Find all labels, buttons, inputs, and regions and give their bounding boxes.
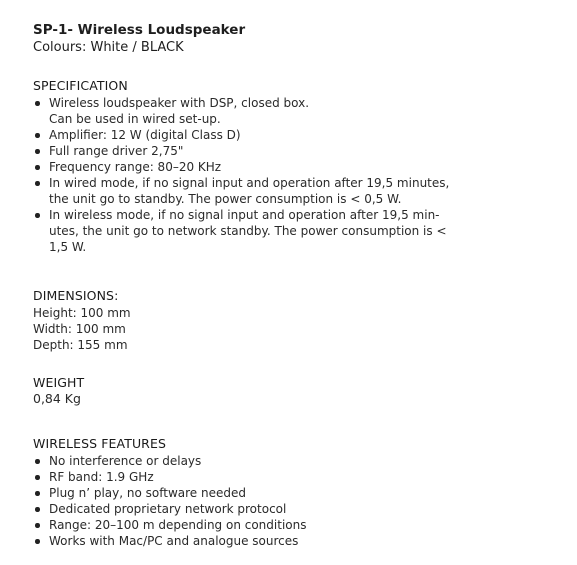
list-item: Wireless loudspeaker with DSP, closed box. Can be used in wired set-up.: [33, 95, 553, 127]
list-item: Full range driver 2,75": [33, 143, 553, 159]
weight-heading: WEIGHT: [33, 375, 85, 390]
list-item: Frequency range: 80–20 KHz: [33, 159, 553, 175]
list-item: In wired mode, if no signal input and operation after 19,5 minutes, the unit go to standby. The power consumption is < 0,5 W.: [33, 175, 553, 207]
list-item: Plug n’ play, no software needed: [33, 485, 553, 501]
height-value: Height: 100 mm: [33, 306, 131, 320]
colours-line: Colours: White / BLACK: [33, 40, 184, 55]
bullet-icon: [35, 101, 40, 106]
bullet-icon: [35, 507, 40, 512]
dimensions-list: [33, 305, 131, 353]
specification-heading: SPECIFICATION: [33, 78, 128, 93]
specification-list: [33, 95, 553, 255]
depth-value: Depth: 155 mm: [33, 338, 128, 352]
wireless-features-list: [33, 453, 553, 549]
bullet-icon: [35, 165, 40, 170]
bullet-icon: [35, 181, 40, 186]
product-title: SP-1- Wireless Loudspeaker: [33, 22, 246, 38]
weight-value: 0,84 Kg: [33, 391, 81, 406]
list-item: RF band: 1.9 GHz: [33, 469, 553, 485]
bullet-icon: [35, 523, 40, 528]
width-value: Width: 100 mm: [33, 322, 126, 336]
wireless-features-heading: WIRELESS FEATURES: [33, 436, 167, 451]
list-item: No interference or delays: [33, 453, 553, 469]
bullet-icon: [35, 133, 40, 138]
list-item: Range: 20–100 m depending on conditions: [33, 517, 553, 533]
bullet-icon: [35, 459, 40, 464]
bullet-icon: [35, 149, 40, 154]
bullet-icon: [35, 539, 40, 544]
list-item: Dedicated proprietary network protocol: [33, 501, 553, 517]
list-item: Amplifier: 12 W (digital Class D): [33, 127, 553, 143]
list-item: In wireless mode, if no signal input and operation after 19,5 min- utes, the unit go to network standby. The power consumption is < 1,5 W.: [33, 207, 553, 255]
list-item: Works with Mac/PC and analogue sources: [33, 533, 553, 549]
dimensions-heading: DIMENSIONS:: [33, 288, 119, 303]
bullet-icon: [35, 491, 40, 496]
bullet-icon: [35, 475, 40, 480]
bullet-icon: [35, 213, 40, 218]
